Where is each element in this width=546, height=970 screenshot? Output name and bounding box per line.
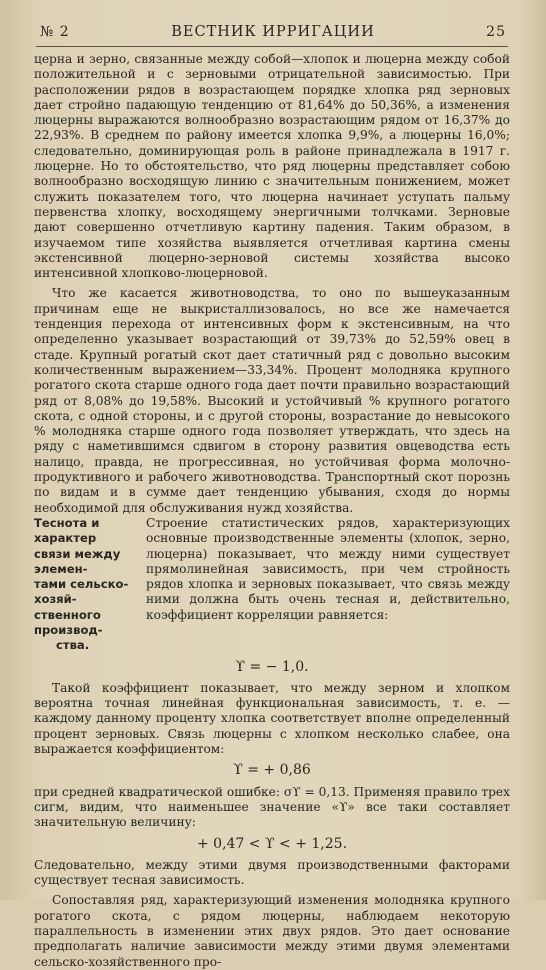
section-heading-line: связи между элемен- xyxy=(34,546,121,576)
section-heading xyxy=(34,516,146,654)
section-heading-line: ства. xyxy=(56,638,90,653)
formula-correlation-1: ϒ = − 1,0. xyxy=(235,658,309,675)
paragraph-6: Следовательно, между этими двумя производственными факторами существует тесная зависимость. xyxy=(34,857,510,888)
article-body xyxy=(34,52,510,970)
section-block xyxy=(34,516,510,654)
paragraph-2: Что же касается животноводства, то оно по вышеуказанным причинам еще не выкристаллизовалось, но все же намечается тенденция перехода от интенсивных форм к экстенсивным, на что определенно указывает возрастающий от 39,73% до 52,59% овец в стаде. Крупный рогатый скот дает статичный ряд с довольно высоким количественным выражением—33,34%. Процент молодняка крупного рогатого скота старше одного года дает почти правильно возрастающий ряд от 8,08% до 19,58%. Высокий и устойчивый % крупного рогатого скота, с одной стороны, и с другой стороны, возрастание до невысокого % молодняка старше одного года позволяет утверждать, что здесь на ряду с наметившимся сдвигом в сторону развития овцеводства есть налицо, правда, не прогрессивная, но устойчивая форма молочно-продуктивного и рабочего животноводства. Транспортный скот порознь по видам и в сумме дает тенденцию убывания, сходя до нормы необходимой для обслуживания нужд хозяйства. xyxy=(34,286,510,515)
header-rule xyxy=(36,46,508,47)
paragraph-1: церна и зерно, связанные между собой—хлопок и люцерна между собой положительной и с зерновыми отрицательной зависимостью. При расположении рядов в возрастающем порядке хлопка ряд зерновых дает стройно падающую тенденцию от 81,64% до 50,36%, а изменения люцерны выражаются волнообразно возрастающим рядом от 16,37% до 22,93%. В среднем по району имеется хлопка 9,9%, а люцерны 16,0%; следовательно, доминирующая роль в районе принадлежала в 1917 г. люцерне. Но то обстоятельство, что ряд люцерны представляет собою волнообразно восходящую линию с значительным понижением, может служить показателем того, что люцерна начинает уступать пальму первенства хлопку, восходящему энергичными толчками. Зерновые дают совершенно отчетливую картину падения. Таким образом, в изучаемом типе хозяйства выявляется отчетливая картина смены экстенсивной люцерно-зерновой системы хозяйства высоко интенсивной хлопково-люцерновой. xyxy=(34,52,510,281)
paragraph-5: при средней квадратической ошибке: σϒ = 0,13. Применяя правило трех сигм, видим, что наименьшее значение «ϒ» все таки составляет значительную величину: xyxy=(34,784,510,830)
section-heading-line: ственного производ- xyxy=(34,607,103,637)
page-header xyxy=(40,24,506,46)
paragraph-7: Сопоставляя ряд, характеризующий изменения молодняка крупного рогатого скота, с рядом люцерны, наблюдаем некоторую параллельность в изменении этих двух рядов. Это дает основание предполагать наличие зависимости между этими двумя элементами сельско-хозяйственного про- xyxy=(34,893,510,969)
page-number: 25 xyxy=(486,24,506,40)
journal-title: ВЕСТНИК ИРРИГАЦИИ xyxy=(171,24,375,40)
paragraph-3: Строение статистических рядов, характеризующих основные производственные элементы (хлопок, зерно, люцерна) показывает, что между ними существует прямолинейная зависимость, при чем стройность рядов хлопка и зерновых показывает, что связь между ними должна быть очень тесная и, действительно, коэффициент корреляции равняется: xyxy=(146,515,510,622)
paragraph-4: Такой коэффициент показывает, что между зерном и хлопком вероятна точная линейная функциональная зависимость, т. е. — каждому данному проценту хлопка соответствует вполне определенный процент зерновых. Связь люцерны с хлопком несколько слабее, она выражается коэффициентом: xyxy=(34,680,510,757)
formula-range: + 0,47 < ϒ < + 1,25. xyxy=(196,835,348,852)
section-heading-line: Теснота и характер xyxy=(34,515,100,546)
section-heading-line: тами сельско-хозяй- xyxy=(34,577,129,607)
issue-number: № 2 xyxy=(40,24,70,40)
formula-correlation-2: ϒ = + 0,86 xyxy=(233,762,311,779)
